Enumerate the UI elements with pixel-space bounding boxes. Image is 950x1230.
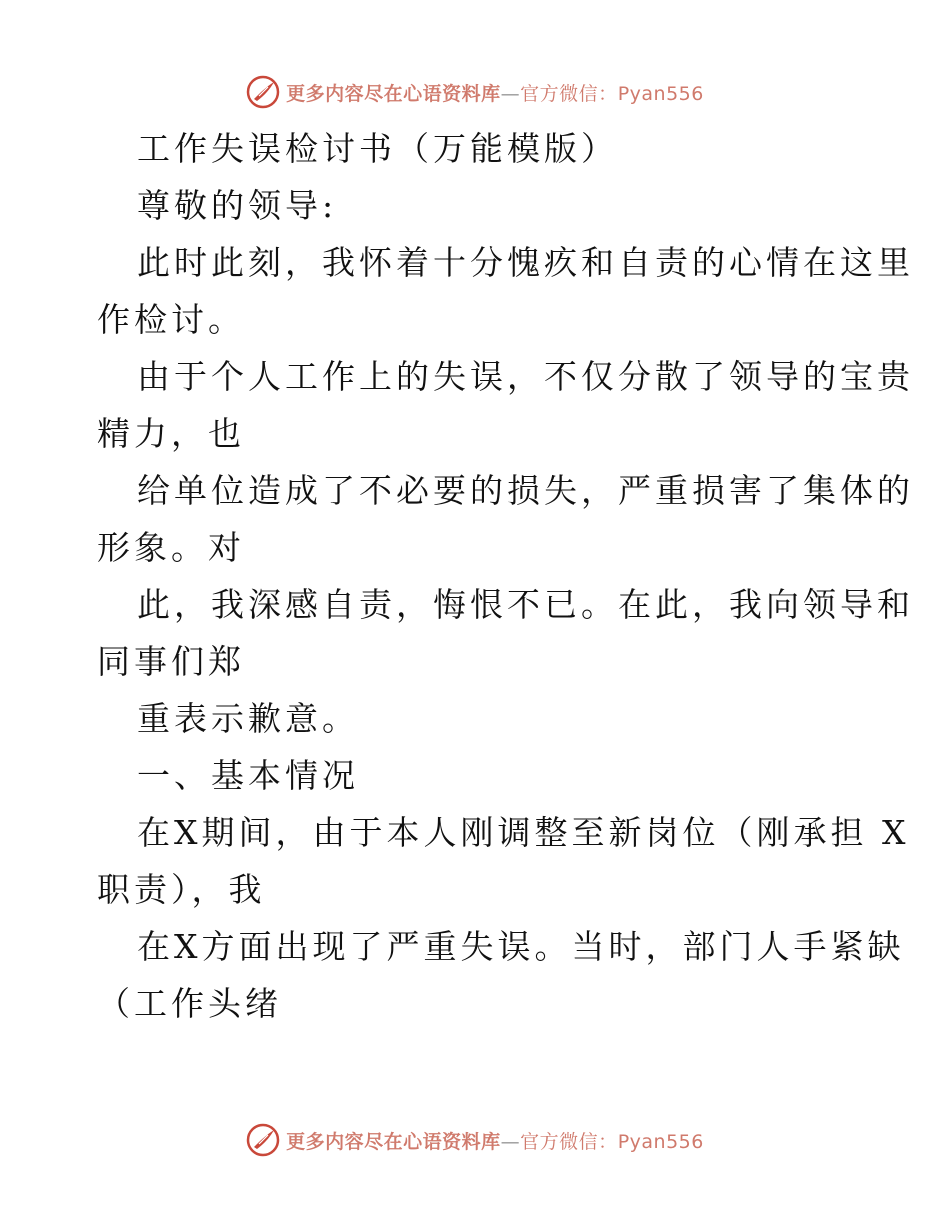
paragraph-line: （工作头绪 (97, 984, 282, 1023)
banner-wechat-id: Pyan556 (617, 82, 704, 105)
paragraph-line: 精力，也 (97, 414, 245, 453)
footer-banner (0, 1120, 950, 1160)
banner-text (286, 1127, 704, 1154)
banner-main-text: 更多内容尽在心语资料库 (286, 1130, 501, 1153)
section-heading: 一、基本情况 (137, 756, 359, 795)
paragraph-line: 作检讨。 (97, 300, 245, 339)
banner-wechat-label: 官方微信： (520, 82, 618, 105)
paragraph-line: 在X期间，由于本人刚调整至新岗位（刚承担 X (137, 813, 910, 852)
paragraph-line: 给单位造成了不必要的损失，严重损害了集体的 (137, 471, 914, 510)
header-banner (0, 72, 950, 112)
banner-dash: — (500, 82, 521, 105)
document-title: 工作失误检讨书（万能模版） (137, 129, 618, 168)
paragraph-line: 重表示歉意。 (137, 699, 359, 738)
banner-wechat-label: 官方微信： (520, 1130, 618, 1153)
paragraph-line: 同事们郑 (97, 642, 245, 681)
paragraph-line: 由于个人工作上的失误，不仅分散了领导的宝贵 (137, 357, 914, 396)
paragraph-line: 形象。对 (97, 528, 245, 567)
feather-logo-icon (246, 75, 280, 109)
paragraph-line: 职责），我 (97, 870, 266, 909)
feather-logo-icon (246, 1123, 280, 1157)
paragraph-line: 此时此刻，我怀着十分愧疚和自责的心情在这里 (137, 243, 914, 282)
banner-text (286, 79, 704, 106)
salutation: 尊敬的领导: (137, 186, 338, 225)
document-body (97, 120, 914, 1032)
paragraph-line: 此，我深感自责，悔恨不已。在此，我向领导和 (137, 585, 914, 624)
banner-main-text: 更多内容尽在心语资料库 (286, 82, 501, 105)
paragraph-line: 在X方面出现了严重失误。当时，部门人手紧缺 (137, 927, 905, 966)
banner-wechat-id: Pyan556 (617, 1130, 704, 1153)
banner-dash: — (500, 1130, 521, 1153)
